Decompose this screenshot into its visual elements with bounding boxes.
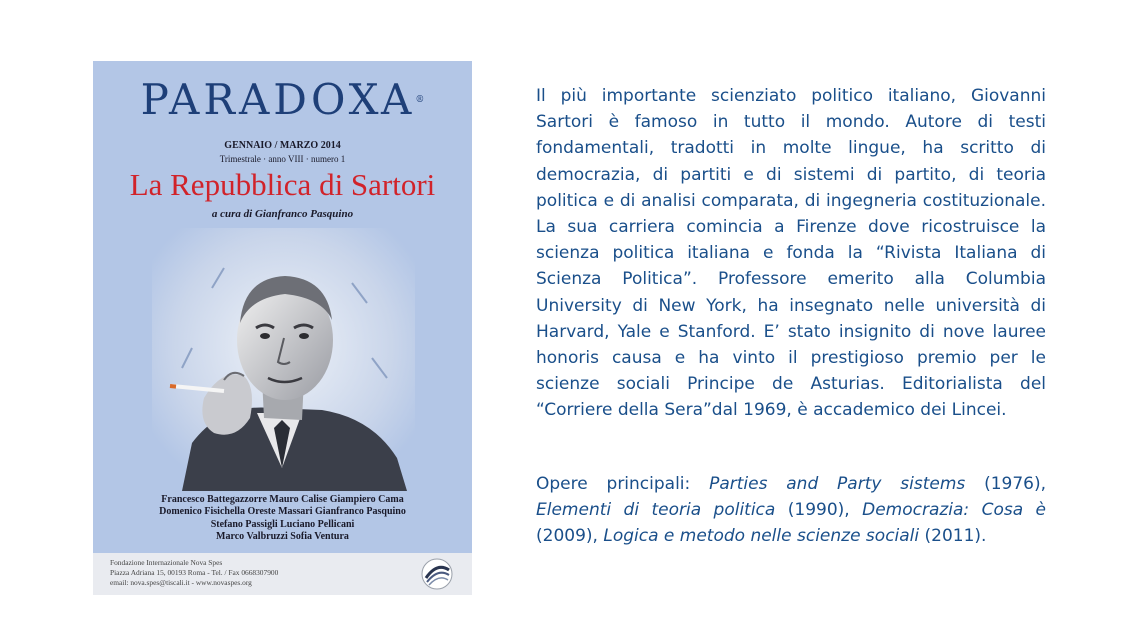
cover-issue-date: GENNAIO / MARZO 2014 (224, 140, 341, 151)
work-year: (1976), (965, 474, 1046, 494)
nova-spes-logo-icon (421, 558, 453, 590)
publisher-line: email: nova.spes@tiscali.it - www.novaspes.org (110, 578, 252, 588)
contributors-line: Stefano Passigli Luciano Pellicani (210, 518, 355, 530)
work-year: (2011). (919, 526, 987, 547)
publisher-info (110, 558, 278, 589)
work-title: Democrazia: Cosa è (862, 500, 1047, 521)
contributors-list (93, 494, 472, 544)
contributors-line: Domenico Fisichella Oreste Massari Gianfranco Pasquino (159, 506, 406, 518)
masthead-text: PARADOXA (140, 75, 416, 124)
contributors-line: Francesco Battegazzorre Mauro Calise Giampiero Cama (161, 494, 404, 505)
work-title: Elementi di teoria politica (536, 500, 776, 521)
cover-title: La Repubblica di Sartori (129, 167, 436, 202)
main-works (536, 471, 1046, 550)
work-title: Parties and Party sistems (709, 474, 966, 494)
work-title: Logica e metodo nelle scienze sociali (603, 526, 920, 547)
cover-footer (93, 553, 472, 595)
work-year: (1990), (775, 500, 863, 521)
publisher-line: Piazza Adriana 15, 00193 Roma - Tel. / Fax 0668307900 (110, 568, 279, 578)
contributors-line: Marco Valbruzzi Sofia Ventura (216, 531, 349, 543)
work-year: (2009), (536, 526, 604, 547)
cover-periodicity: Trimestrale · anno VIII · numero 1 (219, 154, 346, 164)
portrait-illustration-icon (152, 228, 415, 491)
cover-masthead (93, 75, 472, 125)
publisher-line: Fondazione Internazionale Nova Spes (110, 558, 223, 567)
cover-editor: a cura di Gianfranco Pasquino (211, 208, 354, 220)
biography-text: Il più importante scienziato politico italiano, Giovanni Sartori è famoso in tutto il mondo. Autore di testi fondamentali, tradotti in molte lingue, ha scritto di democrazia, di partiti e di sistemi di partito, di teoria politica e di analisi comparata, di ingegneria costituzionale. La sua carriera comincia a Firenze dove ricostruisce la scienza politica italiana e fonda la “Rivista Italiana di Scienza Politica”. Professore emerito alla Columbia University di New York, ha insegnato nelle università di Harvard, Yale e Stanford. E’ stato insignito di nove lauree honoris causa e ha vinto il prestigioso premio per le scienze sociali Principe de Asturias. Editorialista del “Corriere della Sera”dal 1969, è accademico dei Lincei. (536, 86, 1046, 421)
works-intro: Opere principali: (536, 474, 710, 494)
magazine-cover (93, 61, 472, 595)
registered-mark: ® (415, 95, 425, 105)
